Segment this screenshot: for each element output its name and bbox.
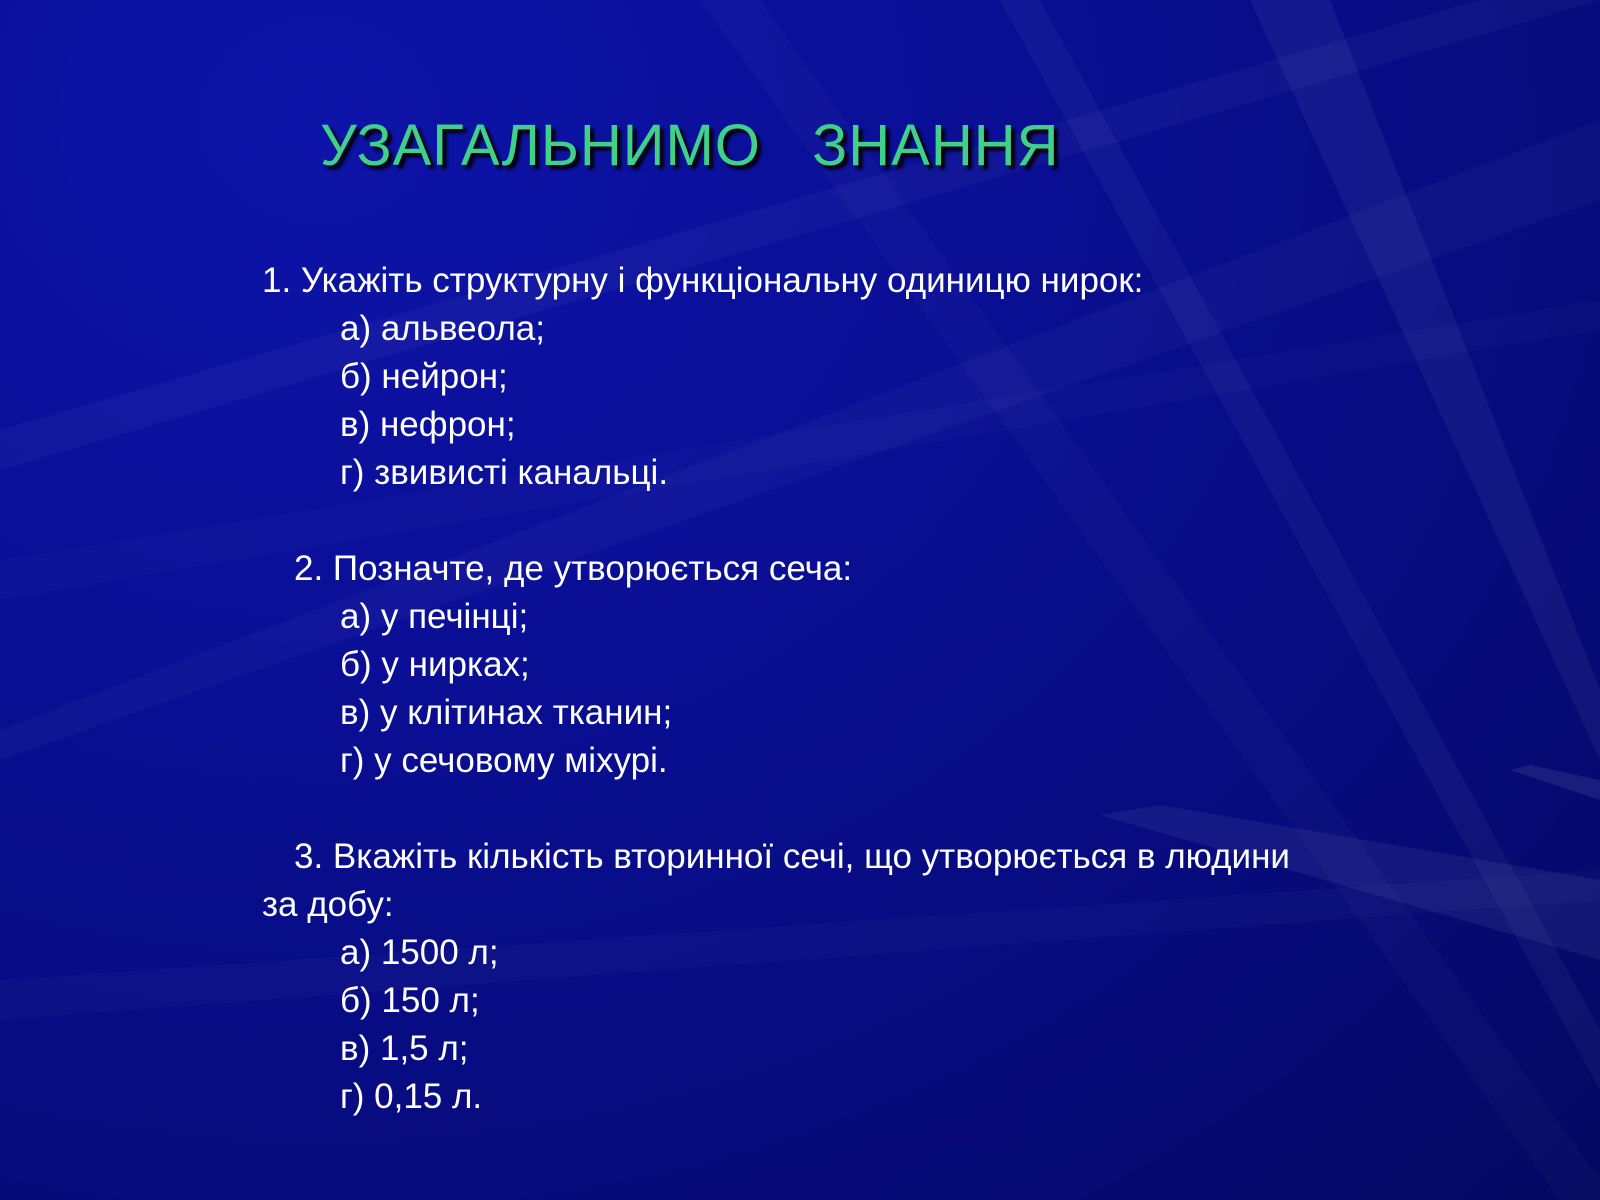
answer-option: г) 0,15 л. [340,1077,483,1116]
slide-title: УЗАГАЛЬНИМО ЗНАННЯ [320,113,1060,178]
answer-option: б) 150 л; [340,981,480,1020]
question-3 [262,833,1302,1121]
answer-option: г) звивисті канальці. [340,453,669,492]
answer-option: а) у печінці; [340,597,529,636]
answer-option: а) альвеола; [340,309,545,348]
answer-option: б) у нирках; [340,645,530,684]
answer-option: в) нефрон; [340,405,516,444]
question-text: 2. Позначте, де утворюється сеча: [294,549,853,588]
answer-option: в) у клітинах тканин; [340,693,673,732]
question-text: 1. Укажіть структурну і функціональну одиницю нирок: [262,261,1144,300]
question-2 [262,545,1302,785]
question-text: 3. Вкажіть кількість вторинної сечі, що утворюється в людини за добу: [262,837,1290,924]
answer-option: а) 1500 л; [340,933,499,972]
answer-options [262,593,1302,785]
answer-options [262,929,1302,1121]
quiz-content [262,257,1302,1121]
answer-option: г) у сечовому міхурі. [340,741,668,780]
answer-option: б) нейрон; [340,357,508,396]
answer-options [262,305,1302,497]
question-1 [262,257,1302,497]
answer-option: в) 1,5 л; [340,1029,469,1068]
